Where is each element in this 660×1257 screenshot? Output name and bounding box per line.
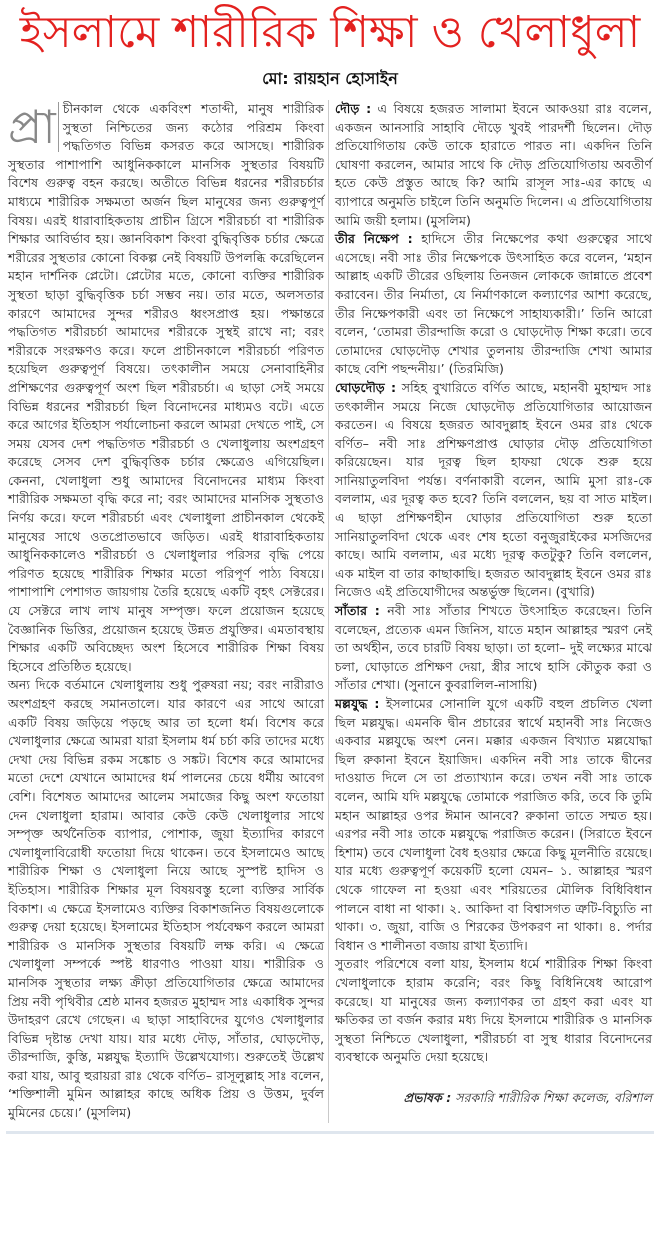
bottom-divider bbox=[6, 1131, 654, 1134]
author-affiliation: সরকারি শারীরিক শিক্ষা কলেজ, বরিশাল bbox=[451, 1089, 652, 1105]
conclusion-paragraph: সুতরাং পরিশেষে বলা যায়, ইসলাম ধর্মে শারীরিক শিক্ষা কিংবা খেলাধুলাকে হারাম করেনি; বরং কিছু বিধিনিষেধ আরোপ করেছে। যা মানুষের জন্য কল্যাণকর তা গ্রহণ করা এবং যা ক্ষতিকর তা বর্জন করার মধ্য দিয়ে ইসলামে শারীরিক ও মানসিক সুস্থতা নিশ্চিতে খেলাধুলা, শরীরচর্চা বা সুস্থ ধারার বিনোদনের ব্যবস্থাকে অনুমতি দেয়া হয়েছে। bbox=[335, 956, 652, 1065]
section-text: নবী সাঃ সাঁতার শিখতে উৎসাহিত করেছেন। তিনি বলেছেন, প্রত্যেক এমন জিনিস, যাতে মহান আল্লাহর স্মরণ নেই তা অর্থহীন, তবে চারটি বিষয় ছাড়া। তা হলো– দুই লক্ষ্যের মাঝে চলা, ঘোড়াতে প্রশিক্ষণ দেয়া, স্ত্রীর সাথে হাসি কৌতুক করা ও সাঁতার শেখা। (সুনানে কুবরালিল-নাসায়ি) bbox=[335, 603, 652, 693]
author-role: প্রভাষক : bbox=[403, 1089, 452, 1105]
section-horse-racing bbox=[335, 379, 652, 602]
section-heading: সাঁতার : bbox=[335, 603, 380, 619]
author-byline: মো: রায়হান হোসাইন bbox=[262, 69, 398, 88]
section-archery bbox=[335, 230, 652, 379]
article-title: ইসলামে শারীরিক শিক্ষা ও খেলাধুলা bbox=[19, 7, 641, 58]
section-text: এ বিষয়ে হজরত সালামা ইবনে আকওয়া রাঃ বলেন, একজন আনসারি সাহাবি দৌড়ে খুবই পারদর্শী ছিলেন। দৌড় প্রতিযোগিতায় কেউ তাকে হারাতে পারত না। একদিন তিনি ঘোষণা করলেন, আমার সাথে কি দৌড় প্রতিযোগিতায় অবতীর্ণ হতে কেউ প্রস্তুত আছে কি? আমি রাসূল সাঃ-এর কাছে এ ব্যাপারে অনুমতি চাইলে তিনি অনুমতি দিলেন। এ প্রতিযোগিতায় আমি জয়ী হলাম। (মুসলিম) bbox=[335, 101, 652, 228]
right-column bbox=[329, 100, 654, 1107]
section-running bbox=[335, 100, 652, 230]
section-text: সহিহ বুখারিতে বর্ণিত আছে, মহানবী মুহাম্মদ সাঃ তৎকালীন সময়ে নিজে ঘোড়দৌড় প্রতিযোগিতার আয়োজন করতেন। এ বিষয়ে হজরত আবদুল্লাহ ইবনে ওমর রাঃ থেকে বর্ণিত– নবী সাঃ প্রশিক্ষণপ্রাপ্ত ঘোড়ার দৌড় প্রতিযোগিতা করিয়েছেন। যার দূরত্ব ছিল হাফয়া থেকে শুরু হয়ে সানিয়াতুলবিদা পর্যন্ত। বর্ণনাকারী বলেন, আমি মুসা রাঃ-কে বললাম, এর দূরত্ব কত হবে? তিনি বললেন, ছয় বা সাত মাইল। এ ছাড়া প্রশিক্ষণহীন ঘোড়ার প্রতিযোগিতা শুরু হতো সানিয়াতুলবিদা থেকে এবং শেষ হতো বনুজুরাইকের মসজিদের কাছে। আমি বললাম, এর মধ্যে দূরত্ব কতটুকু? তিনি বললেন, এক মাইল বা তার কাছাকাছি। হজরত আবদুল্লাহ ইবনে ওমর রাঃ নিজেও এই প্রতিযোগীদের অন্তর্ভুক্ত ছিলেন। (বুখারি) bbox=[335, 379, 652, 600]
left-column bbox=[6, 100, 328, 1123]
section-text: ইসলামের সোনালি যুগে একটি বহুল প্রচলিত খেলা ছিল মল্লযুদ্ধ। এমনকি দ্বীন প্রচারের স্বার্থে মহানবী সাঃ নিজেও একবার মল্লযুদ্ধে অংশ নেন। মক্কার একজন বিখ্যাত মল্লযোদ্ধা ছিল রুকানা ইবনে ইয়াজিদ। একদিন নবী সাঃ তাকে দ্বীনের দাওয়াত দিলে সে তা প্রত্যাখ্যান করে। তখন নবী সাঃ তাকে বলেন, আমি যদি মল্লযুদ্ধে তোমাকে পরাজিত করি, তবে কি তুমি মহান আল্লাহর ওপর ঈমান আনবে? রুকানা তাতে সম্মত হয়। এরপর নবী সাঃ তাকে মল্লযুদ্ধে পরাজিত করেন। (সিরাতে ইবনে হিশাম) তবে খেলাধুলা বৈধ হওয়ার ক্ষেত্রে কিছু মূলনীতি রয়েছে। যার মধ্যে গুরুত্বপূর্ণ কয়েকটি হলো যেমন– ১. আল্লাহর স্মরণ থেকে গাফেল না হওয়া এবং শরিয়তের মৌলিক বিধিবিধান পালনে বাধা না থাকা। ২. আকিদা বা বিশ্বাসগত ত্রুটি-বিচ্যুতি না থাকা। ৩. জুয়া, বাজি ও শিরকের উপকরণ না থাকা। ৪. পর্দার বিধান ও শালীনতা বজায় রাখা ইত্যাদি। bbox=[335, 696, 652, 953]
section-heading: ঘোড়দৌড় : bbox=[335, 379, 397, 395]
paragraph-text: চীনকাল থেকে একবিংশ শতাব্দী, মানুষ শারীরিক সুস্থতা নিশ্চিতের জন্য কঠোর পরিশ্রম কিংবা পদ্ধতিগত বিভিন্ন কসরত করে আসছে। শারীরিক সুস্থতার পাশাপাশি আধুনিককালে মানসিক সুস্থতার বিষয়টি বিশেষ গুরুত্ব বহন করছে। অতীতে বিভিন্ন ধরনের শরীরচর্চার মাধ্যমে শারীরিক সক্ষমতা অর্জন ছিল মানুষের জন্য গুরুত্বপূর্ণ বিষয়। এরই ধারাবাহিকতায় প্রাচীন গ্রিসে শরীরচর্চা বা শারীরিক শিক্ষার আবির্ভাব হয়। জ্ঞানবিকাশ কিংবা বুদ্ধিবৃত্তিক চর্চার ক্ষেত্রে শরীরের সুস্থতার কোনো বিকল্প নেই বিষয়টি উপলব্ধি করেছিলেন মহান দার্শনিক প্লেটো। প্লেটোর মতে, কোনো ব্যক্তির শারীরিক সুস্থতা ছাড়া বুদ্ধিবৃত্তিক চর্চা সম্ভব নয়। তার মতে, অলসতার কারণে আমাদের সুন্দর শরীরও ধ্বংসপ্রাপ্ত হয়। পক্ষান্তরে পদ্ধতিগত শরীরচর্চা আমাদের শরীরকে সুস্থই রাখে না; বরং শরীরকে সংরক্ষণও করে। ফলে প্রাচীনকালে শরীরচর্চা পরিণত হয়েছিল গুরুত্বপূর্ণ বিষয়ে। তৎকালীন সময়ে সেনাবাহিনীর প্রশিক্ষণের গুরুত্বপূর্ণ অংশ ছিল শরীরচর্চা। এ ছাড়া সেই সময়ে বিভিন্ন ধরনের শরীরচর্চা ছিল বিনোদনের মাধ্যমও বটে। এতে করে আগের ইতিহাস পর্যালোচনা করলে আমরা দেখতে পাই, সে সময় যেসব দেশ পদ্ধতিগত শরীরচর্চা ও খেলাধুলায় অংশগ্রহণ করেছে সেসব দেশ বুদ্ধিবৃত্তিক চর্চার ক্ষেত্রেও এগিয়েছিল। কেননা, খেলাধুলা শুধু আমাদের বিনোদনের মাধ্যম কিংবা শারীরিক সক্ষমতা বৃদ্ধি করে না; বরং আমাদের মানসিক সুস্থতাও নির্ণয় করে। ফলে শরীরচর্চা এবং খেলাধুলা প্রাচীনকাল থেকেই মানুষের সাথে ওতপ্রোতভাবে জড়িত। এরই ধারাবাহিকতায় আধুনিককালেও শরীরচর্চা ও খেলাধুলার পরিসর বৃদ্ধি পেয়ে পরিণত হয়েছে শারীরিক শিক্ষার মতো পরিপূর্ণ পাঠ্য বিষয়ে। পাশাপাশি পেশাগত জায়গায় তৈরি হয়েছে একটি বৃহৎ সেক্টরের। যে সেক্টরে লাখ লাখ মানুষ সম্পৃক্ত। ফলে প্রয়োজন হয়েছে বৈজ্ঞানিক ভিত্তির, প্রয়োজন হয়েছে উন্নত প্রযুক্তির। এমতাবস্থায় শিক্ষার একটি অবিচ্ছেদ্য অংশ হিসেবে শারীরিক শিক্ষা বিষয় হিসেবে প্রতিষ্ঠিত হয়েছে। bbox=[8, 101, 324, 674]
article-body bbox=[6, 100, 654, 1123]
section-wrestling bbox=[335, 695, 652, 955]
author-footer bbox=[335, 1089, 652, 1108]
section-text: হাদিসে তীর নিক্ষেপের কথা গুরুত্বের সাথে এসেছে। নবী সাঃ তীর নিক্ষেপকে উৎসাহিত করে বলেন, ‘মহান আল্লাহ একটি তীরের ওছিলায় তিনজন লোককে জান্নাতে প্রবেশ করাবেন। তীর নির্মাতা, যে নির্মাণকালে কল্যাণের আশা করেছে, তীর নিক্ষেপকারী এবং তা নিক্ষেপে সাহায্যকারী।’ তিনি আরো বলেন, ‘তোমরা তীরন্দাজি করো ও ঘোড়দৌড় শিক্ষা করো। তবে তোমাদের ঘোড়দৌড় শেখার তুলনায় তীরন্দাজি শেখা আমার কাছে বেশি পছন্দনীয়।’ (তিরমিজি) bbox=[335, 231, 653, 377]
section-heading: দৌড় : bbox=[335, 101, 372, 116]
section-swimming bbox=[335, 602, 652, 695]
section-heading: মল্লযুদ্ধ : bbox=[335, 696, 380, 711]
section-heading: তীর নিক্ষেপ : bbox=[335, 231, 413, 247]
drop-cap: প্রা bbox=[8, 102, 59, 152]
intro-paragraph bbox=[8, 100, 324, 676]
paragraph: অন্য দিকে বর্তমানে খেলাধুলায় শুধু পুরুষরা নয়; বরং নারীরাও অংশগ্রহণ করছে সমানতালে। যার কারণে এর সাথে আরো একটি বিষয় জড়িয়ে পড়ছে আর তা হলো ধর্ম। বিশেষ করে খেলাধুলার ক্ষেত্রে আমরা যারা ইসলাম ধর্ম চর্চা করি তাদের মধ্যে দেখা দেয় বিভিন্ন রকম সঙ্কোচ ও সঙ্কট। বিশেষ করে আমাদের মতো দেশে যেখানে আমাদের ধর্ম পালনের চেয়ে ধর্মীয় আবেগ বেশি। বিশেষত আমাদের আলেম সমাজের কিছু অংশ ফতোয়া দেন খেলাধুলা হারাম। আবার কেউ কেউ খেলাধুলার সাথে সম্পৃক্ত অর্থনৈতিক ব্যাপার, পোশাক, জুয়া ইত্যাদির কারণে খেলাধুলাবিরোধী ফতোয়া দিয়ে থাকেন। তবে ইসলামেও আছে শারীরিক শিক্ষা ও খেলাধুলা নিয়ে আছে সুস্পষ্ট হাদিস ও ইতিহাস। শারীরিক শিক্ষার মূল বিষয়বস্তু হলো ব্যক্তির সার্বিক বিকাশ। এ ক্ষেত্রে ইসলামেও ব্যক্তির বিকাশজনিত বিষয়গুলোকে গুরুত্ব দেয়া হয়েছে। ইসলামের ইতিহাস পর্যবেক্ষণ করলে আমরা শারীরিক ও মানসিক সুস্থতার বিষয়টি লক্ষ করি। এ ক্ষেত্রে খেলাধুলা সম্পর্কে স্পষ্ট ধারণাও পাওয়া যায়। শারীরিক ও মানসিক সুস্থতার লক্ষ্য ক্রীড়া প্রতিযোগিতার ক্ষেত্রে আমাদের প্রিয় নবী পৃথিবীর শ্রেষ্ঠ মানব হজরত মুহাম্মদ সাঃ একাধিক সুন্দর উদাহরণ রেখে গেছেন। এ ছাড়া সাহাবিদের যুগেও খেলাধুলার বিভিন্ন দৃষ্টান্ত দেখা যায়। যার মধ্যে দৌড়, সাঁতার, ঘোড়দৌড়, তীরন্দাজি, কুস্তি, মল্লযুদ্ধ ইত্যাদি উল্লেখযোগ্য। শুরুতেই উল্লেখ করা যায়, আবু হুরায়রা রাঃ থেকে বর্ণিত– রাসূলুল্লাহ সাঃ বলেন, ‘শক্তিশালী মুমিন আল্লাহর কাছে অধিক প্রিয় ও উত্তম, দুর্বল মুমিনের চেয়ে।’ (মুসলিম) bbox=[8, 677, 324, 1121]
